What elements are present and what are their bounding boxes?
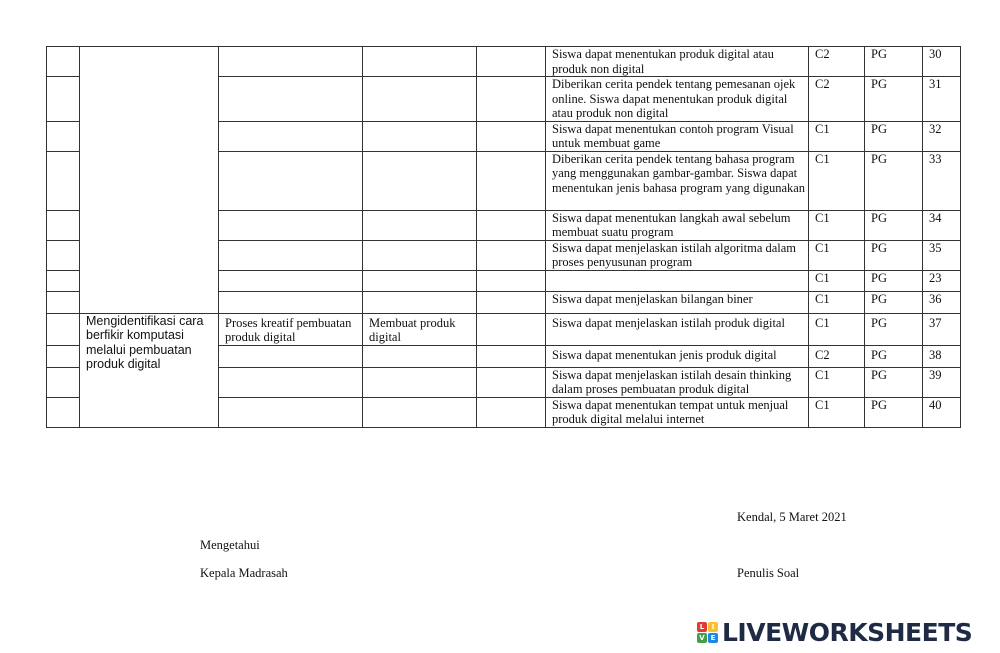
- indicator-cell: Siswa dapat menentukan jenis produk digital: [546, 345, 809, 367]
- logo-tile: V: [697, 633, 707, 643]
- competency-cell: Mengidentifikasi cara berfikir komputasi melalui pembuatan produk digital: [80, 313, 219, 427]
- table-cell: [363, 47, 477, 77]
- table-cell: [477, 77, 546, 122]
- table-cell: [363, 121, 477, 151]
- table-cell: [47, 240, 80, 270]
- table-cell: [219, 210, 363, 240]
- cognitive-level-cell: C1: [809, 240, 865, 270]
- table-cell: [363, 151, 477, 210]
- question-type-cell: PG: [865, 210, 923, 240]
- table-cell: [47, 77, 80, 122]
- table-cell: [219, 291, 363, 313]
- question-number-cell: 30: [923, 47, 961, 77]
- cognitive-level-cell: C1: [809, 313, 865, 345]
- indicator-cell: Siswa dapat menjelaskan bilangan biner: [546, 291, 809, 313]
- table-cell: [47, 291, 80, 313]
- logo-tile: E: [708, 633, 718, 643]
- indicator-cell: Siswa dapat menjelaskan istilah produk digital: [546, 313, 809, 345]
- table-cell: [47, 397, 80, 427]
- table-cell: [80, 47, 219, 314]
- table-cell: [47, 47, 80, 77]
- question-number-cell: 35: [923, 240, 961, 270]
- question-type-cell: PG: [865, 313, 923, 345]
- table-cell: [477, 240, 546, 270]
- author-label: Penulis Soal: [737, 566, 800, 580]
- question-type-cell: PG: [865, 151, 923, 210]
- question-type-cell: PG: [865, 240, 923, 270]
- question-number-cell: 23: [923, 270, 961, 291]
- table-row: [47, 313, 961, 345]
- question-number-cell: 37: [923, 313, 961, 345]
- table-cell: [47, 270, 80, 291]
- table-cell: [477, 345, 546, 367]
- table-cell: [47, 210, 80, 240]
- indicator-cell: Siswa dapat menentukan langkah awal sebelum membuat suatu program: [546, 210, 809, 240]
- table-cell: [363, 367, 477, 397]
- table-cell: [47, 151, 80, 210]
- table-cell: [219, 270, 363, 291]
- question-number-cell: 40: [923, 397, 961, 427]
- table-cell: [47, 313, 80, 345]
- question-type-cell: PG: [865, 270, 923, 291]
- cognitive-level-cell: C1: [809, 397, 865, 427]
- table-cell: [477, 367, 546, 397]
- indicator-cell: Siswa dapat menentukan contoh program Visual untuk membuat game: [546, 121, 809, 151]
- indicator-cell: Siswa dapat menjelaskan istilah desain thinking dalam proses pembuatan produk digital: [546, 367, 809, 397]
- question-number-cell: 39: [923, 367, 961, 397]
- indicator-cell: [546, 270, 809, 291]
- question-type-cell: PG: [865, 121, 923, 151]
- cognitive-level-cell: C1: [809, 151, 865, 210]
- table-cell: [363, 291, 477, 313]
- table-cell: [363, 240, 477, 270]
- table-cell: [219, 77, 363, 122]
- assessment-grid-table: [46, 46, 961, 428]
- table-cell: [477, 121, 546, 151]
- table-cell: [477, 291, 546, 313]
- table-cell: [219, 240, 363, 270]
- cognitive-level-cell: C2: [809, 47, 865, 77]
- question-type-cell: PG: [865, 291, 923, 313]
- question-type-cell: PG: [865, 367, 923, 397]
- question-type-cell: PG: [865, 47, 923, 77]
- cognitive-level-cell: C1: [809, 121, 865, 151]
- cognitive-level-cell: C1: [809, 270, 865, 291]
- liveworksheets-logo-text: LIVEWORKSHEETS: [722, 618, 973, 647]
- table-cell: [477, 210, 546, 240]
- question-type-cell: PG: [865, 345, 923, 367]
- cognitive-level-cell: C2: [809, 77, 865, 122]
- table-cell: [477, 313, 546, 345]
- table-cell: [477, 151, 546, 210]
- question-type-cell: PG: [865, 77, 923, 122]
- indicator-cell: Diberikan cerita pendek tentang bahasa program yang menggunakan gambar-gambar. Siswa dapat menentukan jenis bahasa program yang digunakan: [546, 151, 809, 210]
- principal-label: Kepala Madrasah: [200, 566, 288, 580]
- table-cell: [219, 151, 363, 210]
- indicator-cell: Siswa dapat menentukan produk digital atau produk non digital: [546, 47, 809, 77]
- table-cell: [47, 367, 80, 397]
- table-cell: [477, 47, 546, 77]
- table-cell: [477, 397, 546, 427]
- cognitive-level-cell: C2: [809, 345, 865, 367]
- table-cell: [219, 121, 363, 151]
- indicator-cell: Siswa dapat menjelaskan istilah algoritma dalam proses penyusunan program: [546, 240, 809, 270]
- table-row: [47, 47, 961, 77]
- table-cell: [363, 345, 477, 367]
- table-cell: [219, 367, 363, 397]
- table-cell: [47, 345, 80, 367]
- table-cell: [363, 397, 477, 427]
- cognitive-level-cell: C1: [809, 210, 865, 240]
- question-number-cell: 32: [923, 121, 961, 151]
- table-cell: [363, 210, 477, 240]
- table-cell: [363, 77, 477, 122]
- acknowledged-label: Mengetahui: [200, 538, 260, 552]
- liveworksheets-logo: [697, 618, 972, 647]
- question-type-cell: PG: [865, 397, 923, 427]
- indicator-cell: Diberikan cerita pendek tentang pemesanan ojek online. Siswa dapat menentukan produk digital atau produk non digital: [546, 77, 809, 122]
- question-number-cell: 33: [923, 151, 961, 210]
- table-cell: [219, 47, 363, 77]
- question-number-cell: 34: [923, 210, 961, 240]
- table-cell: [219, 345, 363, 367]
- table-cell: [47, 121, 80, 151]
- material-cell: Proses kreatif pembuatan produk digital: [219, 313, 363, 345]
- question-number-cell: 31: [923, 77, 961, 122]
- question-number-cell: 38: [923, 345, 961, 367]
- sub-material-cell: Membuat produk digital: [363, 313, 477, 345]
- logo-tile: L: [697, 622, 707, 632]
- cognitive-level-cell: C1: [809, 291, 865, 313]
- table-cell: [219, 397, 363, 427]
- liveworksheets-logo-icon: [697, 622, 718, 643]
- indicator-cell: Siswa dapat menentukan tempat untuk menjual produk digital melalui internet: [546, 397, 809, 427]
- table-cell: [363, 270, 477, 291]
- cognitive-level-cell: C1: [809, 367, 865, 397]
- logo-tile: I: [708, 622, 718, 632]
- table-cell: [477, 270, 546, 291]
- question-number-cell: 36: [923, 291, 961, 313]
- place-date: Kendal, 5 Maret 2021: [737, 510, 847, 524]
